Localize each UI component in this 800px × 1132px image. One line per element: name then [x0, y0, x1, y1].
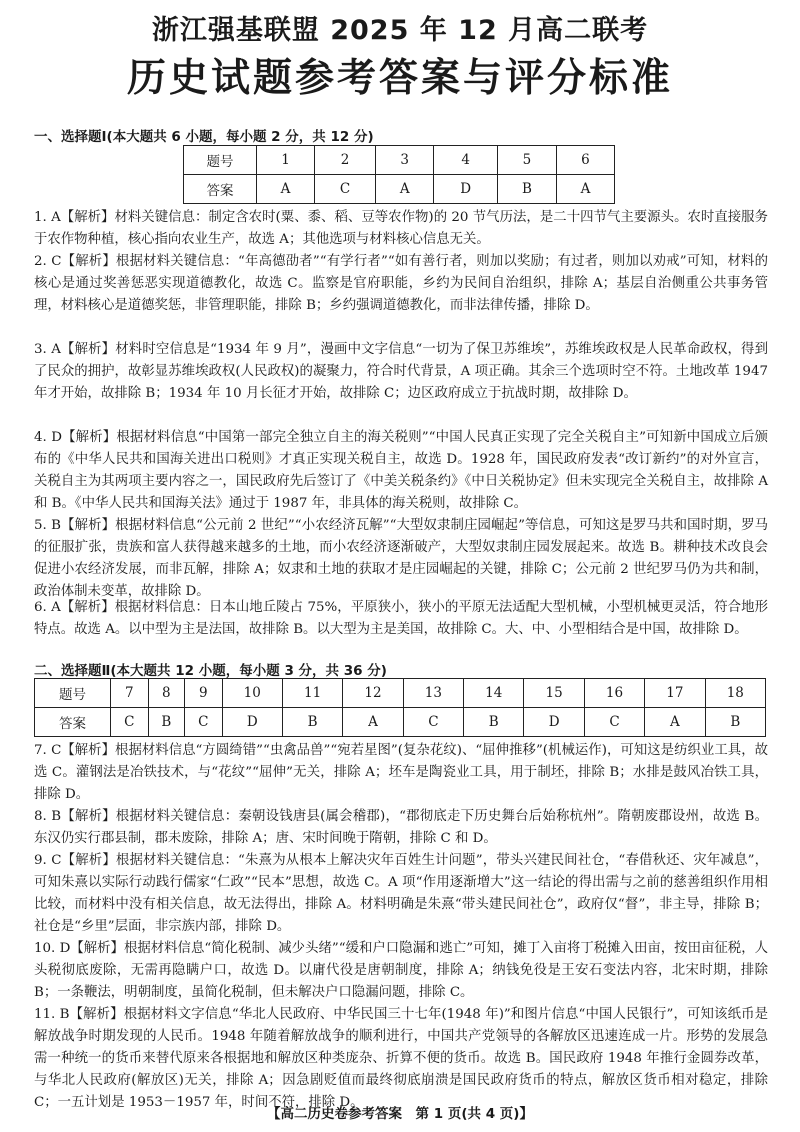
table-header-cell: 题号 [35, 679, 111, 708]
answer-explanation-8: 8. B【解析】根据材料关键信息：秦朝设钱唐县(属会稽郡)，“郡彻底走下历史舞台后始称杭州”。隋朝废郡设州，故选 B。东汉仍实行郡县制，郡未废除，排除 A；唐、宋时间晚于隋朝，排除 C 和 D。 [34, 809, 768, 846]
answer-explanation-9: 9. C【解析】根据材料关键信息：“朱熹为从根本上解决灾年百姓生计问题”，带头兴建民间社仓，“春借秋还、灾年减息”，可知朱熹以实际行动践行儒家“仁政”“民本”思想，故选 C。A 项“作用逐渐增大”这一结论的得出需与之前的慈善组织作用相比较，而材料中没有相关信息，故无法得出，排除 A。材料明确是朱熹“带头建民间社仓”，政府仅“督”，非主导，排除 B；社仓是“乡里”层面，非宗族内部，排除 D。 [34, 853, 768, 934]
section1-heading: 一、选择题Ⅰ(本大题共 6 小题，每小题 2 分，共 12 分) [34, 129, 374, 145]
question-number-cell: 18 [705, 679, 765, 708]
answer-cell: D [524, 708, 584, 737]
table-row [35, 708, 766, 737]
answer-cell: D [434, 175, 498, 204]
table-header-cell: 题号 [184, 146, 257, 175]
question-number-cell: 17 [645, 679, 705, 708]
answer-explanation-1: 1. A【解析】材料关键信息：制定含农时(粟、黍、稻、豆等农作物)的 20 节气历法，是二十四节气主要源头。农时直接服务于农作物种植，核心指向农业生产，故选 A；其他选项与材料核心信息无关。 [34, 210, 768, 247]
answer-cell: B [705, 708, 765, 737]
document-title: 历史试题参考答案与评分标准 [126, 56, 673, 101]
question-number-cell: 1 [257, 146, 315, 175]
exam-title: 浙江强基联盟 2025 年 12 月高二联考 [151, 15, 649, 46]
answer-explanation-7: 7. C【解析】根据材料信息“方圆绮错”“虫禽品兽”“宛若星图”(复杂花纹)、“屈伸推移”(机械运作)，可知这是纺织业工具，故选 C。灌钢法是冶铁技术，与“花纹”“屈伸”无关，排除 A；坯车是陶瓷业工具，用于制坯，排除 B；水排是鼓风冶铁工具，排除 D。 [34, 743, 768, 802]
question-number-cell: 8 [148, 679, 184, 708]
question-number-cell: 10 [222, 679, 282, 708]
section1-answer-table [183, 145, 615, 204]
table-header-cell: 答案 [35, 708, 111, 737]
question-number-cell: 4 [434, 146, 498, 175]
answer-explanation-10: 10. D【解析】根据材料信息“简化税制、减少头绪”“缓和户口隐漏和逃亡”可知，摊丁入亩将丁税摊入田亩，按田亩征税，人头税彻底废除，无需再隐瞒户口，故选 D。以庸代役是唐朝制度，排除 A；纳钱免役是王安石变法内容，北宋时期，排除 B；一条鞭法，明朝制度，虽简化税制，但未解决户口隐漏问题，排除 C。 [34, 941, 768, 1000]
answer-cell: A [343, 708, 403, 737]
answer-cell: B [464, 708, 524, 737]
answer-cell: C [403, 708, 463, 737]
answer-cell: B [498, 175, 557, 204]
answer-explanation-5: 5. B【解析】根据材料信息“公元前 2 世纪”“小农经济瓦解”“大型奴隶制庄园崛起”等信息，可知这是罗马共和国时期，罗马的征服扩张，贵族和富人获得越来越多的土地，而小农经济逐渐破产，大型奴隶制庄园发展起来。故选 B。耕种技术改良会促进小农经济发展，而非瓦解，排除 A；奴隶和土地的获取才是庄园崛起的关键，排除 C；公元前 2 世纪罗马仍为共和制，政治体制未变革，故排除 D。 [34, 518, 768, 599]
answer-explanation-6: 6. A【解析】根据材料信息：日本山地丘陵占 75%，平原狭小，狭小的平原无法适配大型机械，小型机械更灵活，符合地形特点。故选 A。以中型为主是法国，故排除 B。以大型为主是美国，故排除 C。大、中、小型相结合是中国，故排除 D。 [34, 600, 768, 637]
section2-heading: 二、选择题Ⅱ(本大题共 12 小题，每小题 3 分，共 36 分) [34, 663, 387, 679]
question-number-cell: 2 [315, 146, 376, 175]
question-number-cell: 3 [376, 146, 434, 175]
answer-cell: D [222, 708, 282, 737]
page-footer: 【高二历史卷参考答案 第 1 页(共 4 页)】 [267, 1106, 533, 1122]
question-number-cell: 15 [524, 679, 584, 708]
answer-explanation-2: 2. C【解析】根据材料关键信息：“年高德劭者”“有学行者”“如有善行者，则加以奖励；有过者，则加以劝戒”可知，材料的核心是通过奖善惩恶实现道德教化，故选 C。监察是官府职能，乡约为民间自治组织，排除 A；基层自治侧重公共事务管理，材料核心是道德奖惩，非管理职能，排除 B；乡约强调道德教化，而非法律传播，排除 D。 [34, 254, 768, 313]
table-row [184, 146, 615, 175]
question-number-cell: 16 [584, 679, 644, 708]
answer-explanation-11: 11. B【解析】根据材料文字信息“华北人民政府、中华民国三十七年(1948 年)”和图片信息“中国人民银行”，可知该纸币是解放战争时期发现的人民币。1948 年随着解放战争的顺利进行，中国共产党领导的各解放区迅速连成一片。形势的发展急需一种统一的货币来替代原来各根据地和解放区种类庞杂、折算不便的货币。故选 B。国民政府 1948 年推行金圆券改革，与华北人民政府(解放区)无关，排除 A；因急剧贬值而最终彻底崩溃是国民政府货币的特点，解放区货币相对稳定，排除 C；一五计划是 1953－1957 年，时间不符，排除 D。 [34, 1007, 768, 1110]
table-row [184, 175, 615, 204]
table-row [35, 679, 766, 708]
question-number-cell: 13 [403, 679, 463, 708]
table-header-cell: 答案 [184, 175, 257, 204]
question-number-cell: 9 [184, 679, 222, 708]
answer-cell: B [282, 708, 342, 737]
answer-cell: B [148, 708, 184, 737]
answer-cell: C [584, 708, 644, 737]
section2-answer-table [34, 678, 766, 737]
answer-cell: C [184, 708, 222, 737]
question-number-cell: 12 [343, 679, 403, 708]
answer-cell: C [315, 175, 376, 204]
question-number-cell: 6 [556, 146, 614, 175]
answer-cell: A [645, 708, 705, 737]
answer-cell: A [556, 175, 614, 204]
answer-explanation-3: 3. A【解析】材料时空信息是“1934 年 9 月”，漫画中文字信息“一切为了保卫苏维埃”，苏维埃政权是人民革命政权，得到了民众的拥护，故彰显苏维埃政权(人民政权)的凝聚力，符合时代背景，A 项正确。其余三个选项时空不符。土地改革 1947 年才开始，故排除 B；1934 年 10 月长征才开始，故排除 C；边区政府成立于抗战时期，故排除 D。 [34, 342, 768, 401]
question-number-cell: 7 [111, 679, 149, 708]
answer-cell: A [257, 175, 315, 204]
question-number-cell: 5 [498, 146, 557, 175]
answer-cell: A [376, 175, 434, 204]
answer-cell: C [111, 708, 149, 737]
question-number-cell: 14 [464, 679, 524, 708]
question-number-cell: 11 [282, 679, 342, 708]
answer-explanation-4: 4. D【解析】根据材料信息“中国第一部完全独立自主的海关税则”“中国人民真正实现了完全关税自主”可知新中国成立后颁布的《中华人民共和国海关进出口税则》才真正实现关税自主，故选 D。1928 年，国民政府发表“改订新约”的对外宣言，关税自主为其两项主要内容之一，国民政府先后签订了《中美关税条约》《中日关税协定》但未实现完全关税自主，故排除 A 和 B。《中华人民共和国海关法》通过于 1987 年，非具体的海关税则，故排除 C。 [34, 430, 768, 511]
